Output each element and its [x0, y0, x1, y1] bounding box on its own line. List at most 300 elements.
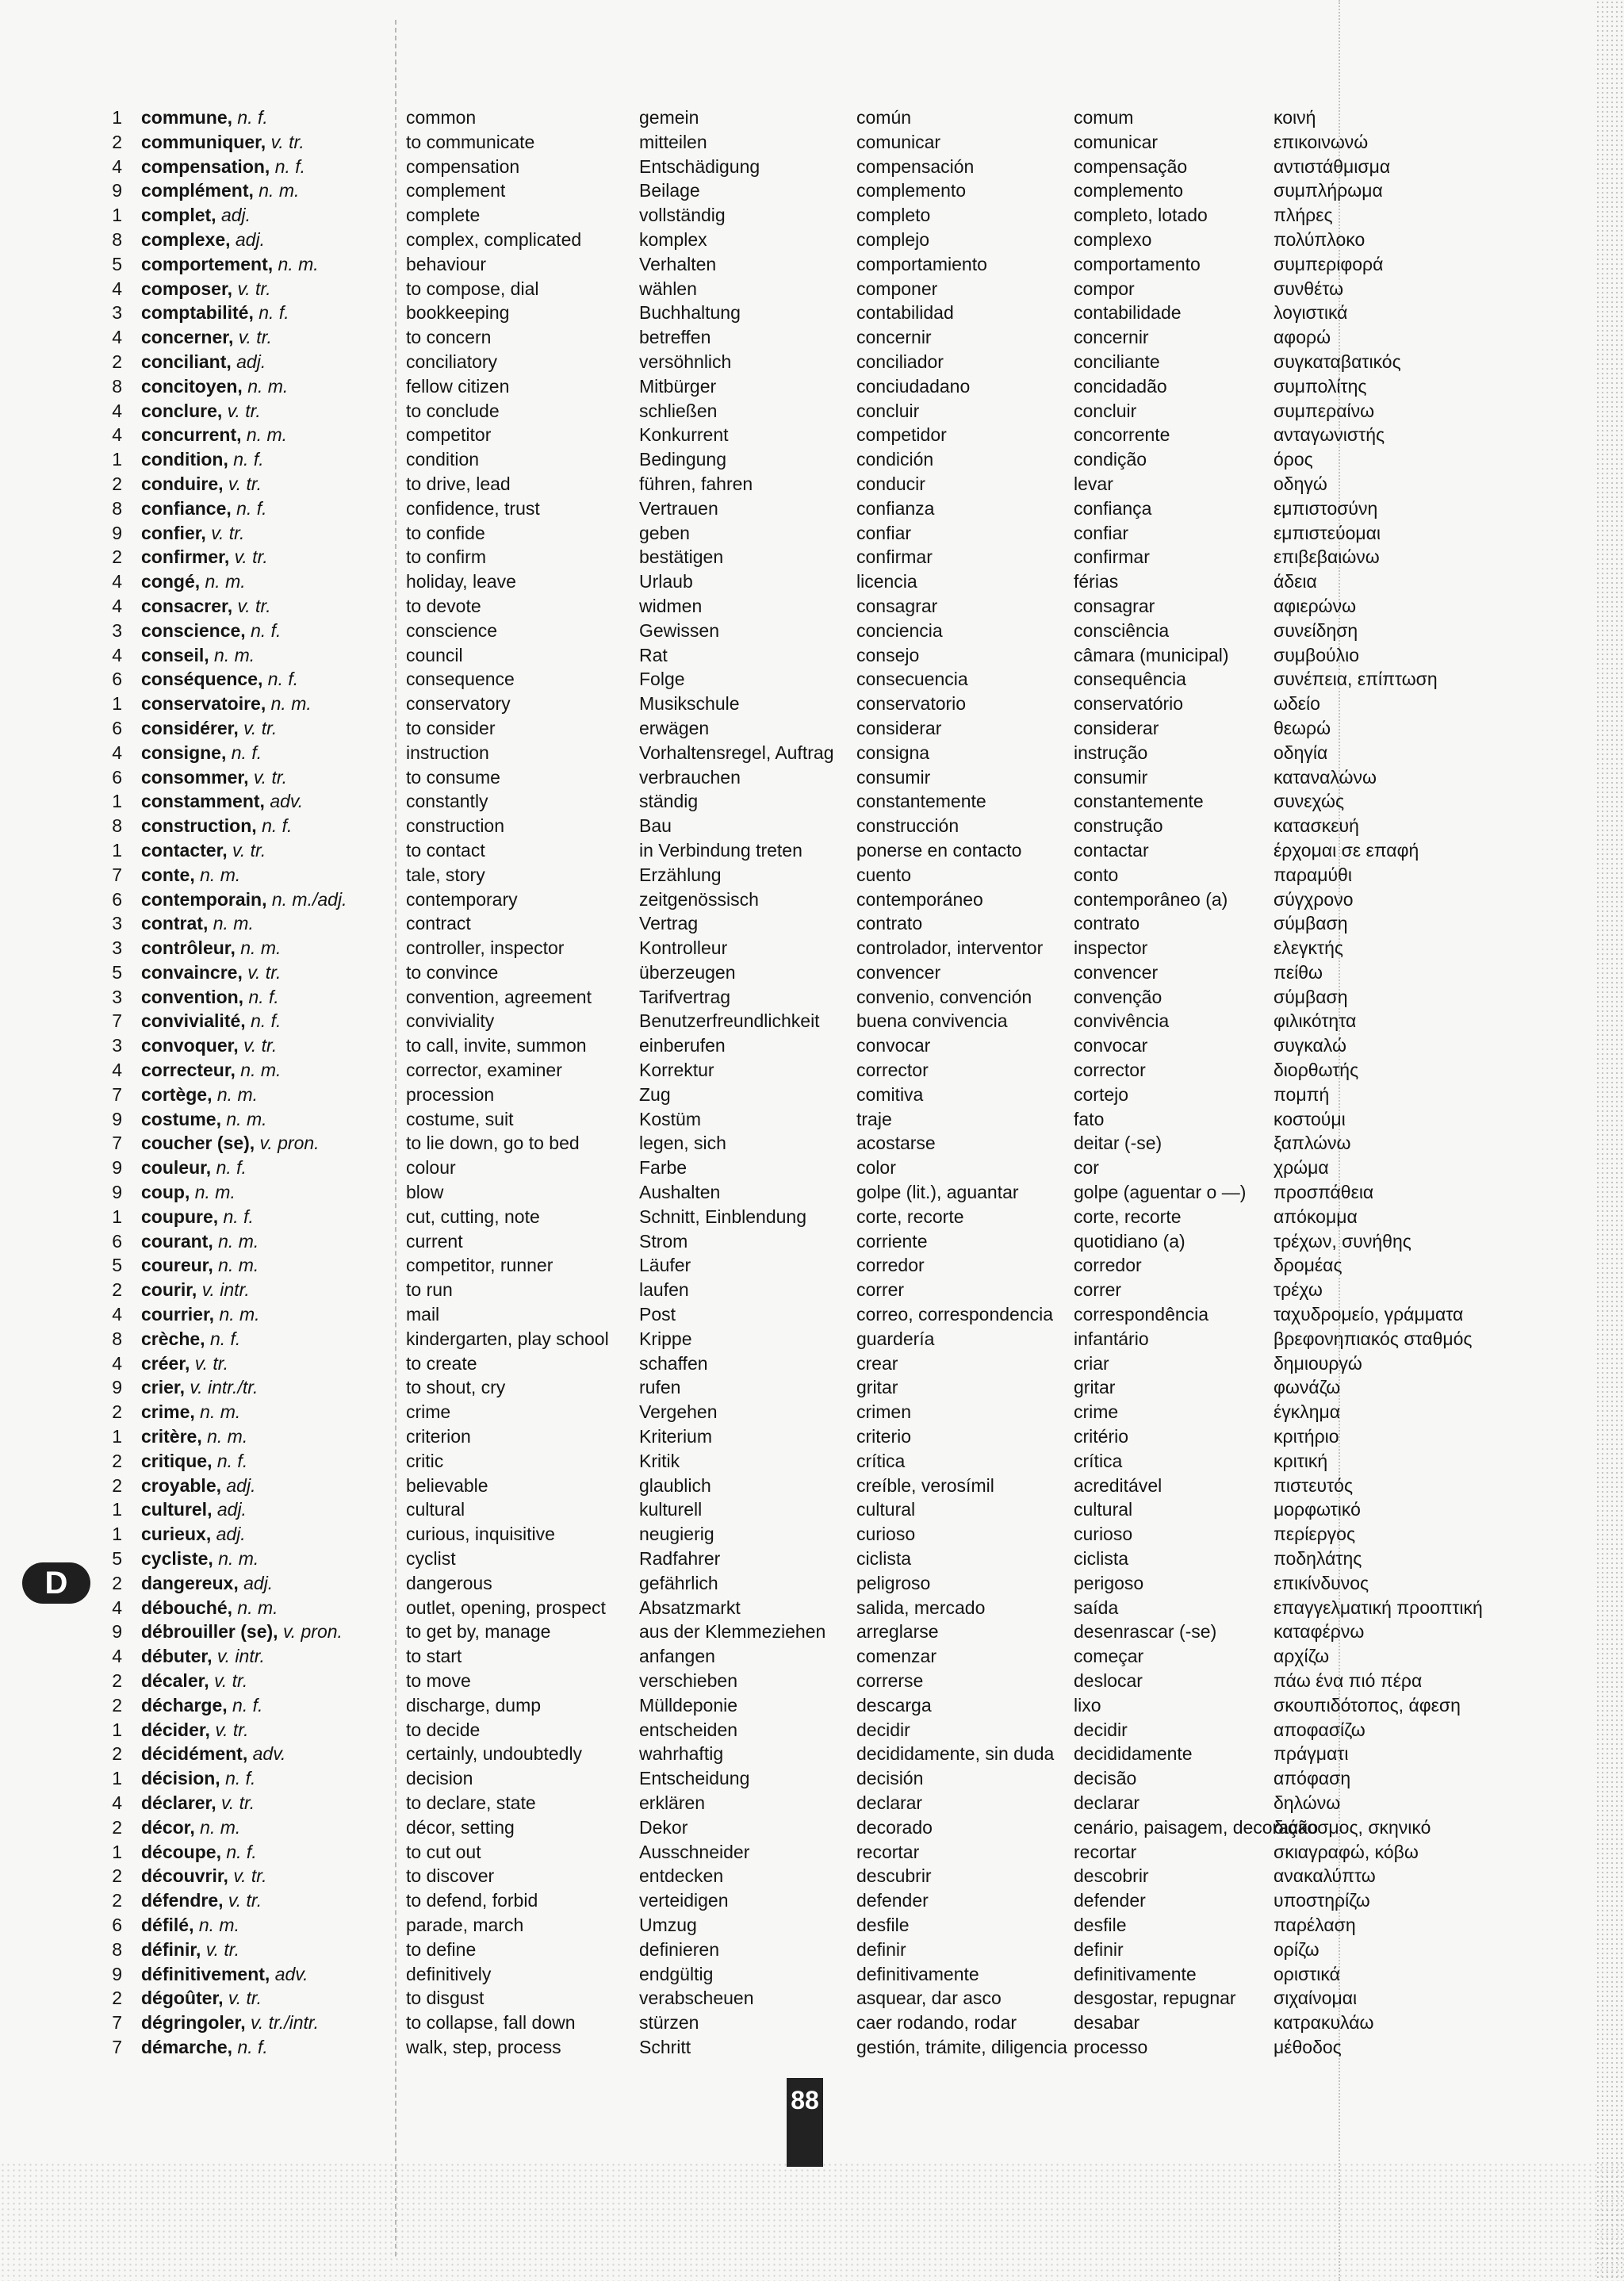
french-headword: [141, 178, 299, 203]
french-headword: [141, 1913, 239, 1938]
entry-frequency: 6: [112, 766, 122, 788]
entry-frequency: 1: [112, 1206, 122, 1227]
greek-translation: πείθω: [1274, 961, 1323, 983]
greek-translation: ορίζω: [1274, 1938, 1320, 1960]
headword-text: convention,: [141, 986, 244, 1007]
german-translation: Vergehen: [639, 1401, 718, 1423]
portuguese-translation: declarar: [1074, 1792, 1140, 1813]
german-translation: Korrektur: [639, 1060, 714, 1081]
headword-text: curieux,: [141, 1524, 212, 1545]
headword-text: défilé,: [141, 1914, 194, 1935]
french-headword: [141, 2035, 268, 2060]
french-headword: [141, 985, 279, 1010]
spanish-translation: decorado: [856, 1816, 933, 1838]
entry-frequency: 4: [112, 1792, 122, 1813]
spanish-translation: consagrar: [856, 595, 938, 616]
german-translation: vollständig: [639, 205, 726, 226]
grammar-tag: n. f.: [274, 155, 306, 177]
french-headword: [141, 716, 277, 741]
spanish-translation: declarar: [856, 1792, 923, 1813]
greek-translation: αποφασίζω: [1274, 1719, 1365, 1740]
french-headword: [141, 228, 265, 252]
english-translation: curious, inquisitive: [406, 1524, 555, 1545]
english-translation: contemporary: [406, 888, 518, 910]
grammar-tag: adv.: [270, 791, 304, 812]
greek-translation: απόκομμα: [1274, 1206, 1358, 1227]
table-row: [0, 1791, 1624, 1815]
greek-translation: σκουπιδότοπος, άφεση: [1274, 1694, 1461, 1716]
english-translation: consequence: [406, 669, 515, 690]
german-translation: Umzug: [639, 1914, 697, 1935]
english-translation: complex, complicated: [406, 228, 582, 250]
portuguese-translation: confirmar: [1074, 546, 1150, 568]
greek-translation: σύμβαση: [1274, 913, 1348, 934]
entry-frequency: 3: [112, 1035, 122, 1056]
spanish-translation: curioso: [856, 1524, 916, 1545]
portuguese-translation: critério: [1074, 1426, 1129, 1447]
grammar-tag: v. tr.: [233, 1865, 267, 1887]
english-translation: to drive, lead: [406, 473, 511, 494]
grammar-tag: v. intr./tr.: [190, 1377, 259, 1398]
portuguese-translation: crítica: [1074, 1450, 1123, 1471]
spanish-translation: guardería: [856, 1328, 935, 1349]
entry-frequency: 4: [112, 400, 122, 421]
entry-frequency: 8: [112, 1938, 122, 1960]
grammar-tag: v. pron.: [282, 1621, 343, 1643]
french-headword: [141, 545, 268, 569]
german-translation: Musikschule: [639, 693, 740, 715]
german-translation: neugierig: [639, 1524, 714, 1545]
headword-text: dégringoler,: [141, 2012, 246, 2034]
english-translation: dangerous: [406, 1572, 492, 1593]
portuguese-translation: câmara (municipal): [1074, 644, 1229, 665]
english-translation: to disgust: [406, 1988, 485, 2009]
spanish-translation: condición: [856, 449, 934, 470]
portuguese-translation: corte, recorte: [1074, 1206, 1182, 1227]
english-translation: to conclude: [406, 400, 500, 421]
greek-translation: οδηγώ: [1274, 473, 1327, 494]
french-headword: [141, 741, 262, 765]
french-headword: [141, 1596, 278, 1620]
portuguese-translation: decisão: [1074, 1768, 1137, 1789]
table-row: [0, 911, 1624, 936]
french-headword: [141, 1424, 247, 1449]
entry-frequency: 1: [112, 791, 122, 812]
portuguese-translation: corredor: [1074, 1255, 1142, 1276]
spanish-translation: golpe (lit.), aguantar: [856, 1182, 1019, 1203]
greek-translation: πομπή: [1274, 1083, 1330, 1105]
entry-frequency: 9: [112, 1963, 122, 1984]
portuguese-translation: levar: [1074, 473, 1113, 494]
french-headword: [141, 252, 319, 277]
grammar-tag: n. f.: [237, 2036, 268, 2057]
table-row: [0, 863, 1624, 887]
english-translation: to declare, state: [406, 1792, 536, 1813]
greek-translation: συνεχώς: [1274, 791, 1345, 812]
entry-frequency: 9: [112, 180, 122, 201]
portuguese-translation: desgostar, repugnar: [1074, 1988, 1236, 2009]
table-row: [0, 1888, 1624, 1913]
headword-text: condition,: [141, 449, 228, 470]
spanish-translation: crítica: [856, 1450, 906, 1471]
greek-translation: ανακαλύπτω: [1274, 1865, 1376, 1887]
german-translation: Schnitt, Einblendung: [639, 1206, 806, 1227]
table-row: [0, 1840, 1624, 1865]
portuguese-translation: confiança: [1074, 497, 1152, 519]
spanish-translation: comportamiento: [856, 253, 987, 274]
grammar-tag: n. f.: [248, 986, 279, 1007]
table-row: [0, 1156, 1624, 1180]
grammar-tag: n. m.: [200, 1401, 241, 1423]
entry-frequency: 1: [112, 1768, 122, 1789]
french-headword: [141, 301, 289, 325]
page-number: 88: [787, 2078, 823, 2167]
entry-frequency: 4: [112, 1304, 122, 1325]
table-row: [0, 1424, 1624, 1449]
spanish-translation: común: [856, 107, 912, 128]
entry-frequency: 4: [112, 595, 122, 616]
english-translation: cultural: [406, 1499, 465, 1520]
portuguese-translation: conciliante: [1074, 351, 1160, 372]
english-translation: to decide: [406, 1719, 481, 1740]
english-translation: fellow citizen: [406, 375, 510, 397]
table-row: [0, 838, 1624, 863]
spanish-translation: confirmar: [856, 546, 933, 568]
grammar-tag: adj.: [220, 205, 251, 226]
english-translation: to devote: [406, 595, 481, 616]
greek-translation: πράγματι: [1274, 1743, 1349, 1765]
greek-translation: συγκαλώ: [1274, 1035, 1346, 1056]
english-translation: current: [406, 1230, 463, 1252]
greek-translation: έγκλημα: [1274, 1401, 1341, 1423]
spanish-translation: creíble, verosímil: [856, 1474, 994, 1496]
spanish-translation: convocar: [856, 1035, 931, 1056]
french-headword: [141, 1205, 254, 1229]
grammar-tag: adj.: [216, 1499, 247, 1520]
grammar-tag: n. m.: [216, 1083, 258, 1105]
entry-frequency: 3: [112, 913, 122, 934]
german-translation: Ausschneider: [639, 1841, 750, 1862]
portuguese-translation: concorrente: [1074, 424, 1170, 446]
table-row: [0, 325, 1624, 350]
english-translation: complete: [406, 205, 481, 226]
english-translation: to cut out: [406, 1841, 481, 1862]
english-translation: corrector, examiner: [406, 1060, 562, 1081]
english-translation: competitor: [406, 424, 492, 446]
french-headword: [141, 765, 287, 790]
entry-frequency: 1: [112, 1499, 122, 1520]
french-headword: [141, 1840, 257, 1865]
portuguese-translation: confiar: [1074, 522, 1129, 543]
grammar-tag: v. tr./intr.: [251, 2012, 320, 2034]
greek-translation: έρχομαι σε επαφή: [1274, 839, 1419, 861]
headword-text: complément,: [141, 180, 254, 201]
german-translation: Bau: [639, 815, 672, 837]
greek-translation: οδηγία: [1274, 742, 1328, 763]
portuguese-translation: cortejo: [1074, 1083, 1129, 1105]
grammar-tag: v. pron.: [259, 1133, 320, 1154]
french-headword: [141, 130, 304, 155]
greek-translation: βρεφονηπιακός σταθμός: [1274, 1328, 1473, 1349]
french-headword: [141, 911, 254, 936]
headword-text: défendre,: [141, 1890, 224, 1911]
greek-translation: δρομέας: [1274, 1255, 1342, 1276]
portuguese-translation: cenário, paisagem, decoração: [1074, 1816, 1319, 1838]
greek-translation: συνθέτω: [1274, 278, 1344, 299]
table-row: [0, 423, 1624, 447]
entry-frequency: 2: [112, 1890, 122, 1911]
table-row: [0, 130, 1624, 155]
table-row: [0, 1375, 1624, 1400]
greek-translation: αρχίζω: [1274, 1646, 1330, 1667]
table-row: [0, 277, 1624, 301]
german-translation: Benutzerfreundlichkeit: [639, 1010, 820, 1032]
spanish-translation: comitiva: [856, 1083, 924, 1105]
spanish-translation: crear: [856, 1352, 898, 1374]
french-headword: [141, 1864, 267, 1888]
french-headword: [141, 643, 255, 668]
french-headword: [141, 789, 303, 814]
grammar-tag: v. tr.: [247, 961, 282, 983]
grammar-tag: n. f.: [209, 1328, 241, 1349]
table-row: [0, 1033, 1624, 1058]
grammar-tag: v. tr.: [238, 327, 272, 348]
table-row: [0, 1107, 1624, 1132]
greek-translation: αντιστάθμισμα: [1274, 155, 1391, 177]
german-translation: mitteilen: [639, 131, 707, 152]
grammar-tag: n. m.: [205, 571, 246, 592]
entry-frequency: 2: [112, 1988, 122, 2009]
table-row: [0, 1669, 1624, 1693]
german-translation: Rat: [639, 644, 668, 665]
english-translation: construction: [406, 815, 505, 837]
portuguese-translation: férias: [1074, 571, 1119, 592]
headword-text: composer,: [141, 278, 233, 299]
french-headword: [141, 1986, 262, 2011]
table-row: [0, 1180, 1624, 1205]
vocabulary-table: [0, 105, 1624, 2060]
grammar-tag: v. tr.: [237, 278, 271, 299]
spanish-translation: conservatorio: [856, 693, 967, 715]
headword-text: confirmer,: [141, 546, 230, 568]
portuguese-translation: convenção: [1074, 986, 1162, 1007]
headword-text: dangereux,: [141, 1572, 239, 1593]
french-headword: [141, 1669, 247, 1693]
portuguese-translation: constantemente: [1074, 791, 1204, 812]
english-translation: kindergarten, play school: [406, 1328, 609, 1349]
portuguese-translation: cultural: [1074, 1499, 1133, 1520]
table-row: [0, 741, 1624, 765]
greek-translation: επιβεβαιώνω: [1274, 546, 1380, 568]
french-headword: [141, 887, 347, 912]
french-headword: [141, 1693, 262, 1718]
french-headword: [141, 1497, 247, 1522]
german-translation: Strom: [639, 1230, 688, 1252]
french-headword: [141, 594, 271, 619]
english-translation: conscience: [406, 619, 498, 641]
spanish-translation: contrato: [856, 913, 923, 934]
german-translation: Vertrauen: [639, 497, 718, 519]
german-translation: schließen: [639, 400, 718, 421]
entry-frequency: 1: [112, 205, 122, 226]
spanish-translation: buena convivencia: [856, 1010, 1008, 1032]
portuguese-translation: considerar: [1074, 717, 1159, 738]
french-headword: [141, 1962, 308, 1987]
entry-frequency: 3: [112, 619, 122, 641]
greek-translation: κατασκευή: [1274, 815, 1359, 837]
table-row: [0, 1742, 1624, 1766]
headword-text: décaler,: [141, 1670, 209, 1691]
french-headword: [141, 1033, 277, 1058]
greek-translation: χρώμα: [1274, 1157, 1329, 1179]
portuguese-translation: conservatório: [1074, 693, 1184, 715]
portuguese-translation: instrução: [1074, 742, 1148, 763]
greek-translation: επικοινωνώ: [1274, 131, 1369, 152]
german-translation: entscheiden: [639, 1719, 738, 1740]
english-translation: council: [406, 644, 463, 665]
portuguese-translation: desfile: [1074, 1914, 1127, 1935]
headword-text: déclarer,: [141, 1792, 216, 1813]
grammar-tag: n. m.: [214, 644, 255, 665]
entry-frequency: 2: [112, 1670, 122, 1691]
french-headword: [141, 1571, 273, 1596]
table-row: [0, 2011, 1624, 2035]
german-translation: überzeugen: [639, 961, 736, 983]
spanish-translation: decididamente, sin duda: [856, 1743, 1055, 1765]
table-row: [0, 789, 1624, 814]
portuguese-translation: acreditável: [1074, 1474, 1162, 1496]
portuguese-translation: curioso: [1074, 1524, 1133, 1545]
english-translation: condition: [406, 449, 480, 470]
german-translation: Post: [639, 1304, 676, 1325]
headword-text: contrôleur,: [141, 937, 236, 959]
greek-translation: ξαπλώνω: [1274, 1133, 1351, 1154]
headword-text: communiquer,: [141, 131, 266, 152]
german-translation: Vertrag: [639, 913, 699, 934]
greek-translation: κοστούμι: [1274, 1108, 1346, 1129]
grammar-tag: n. m.: [213, 913, 254, 934]
greek-translation: όρος: [1274, 449, 1313, 470]
greek-translation: παραμύθι: [1274, 864, 1352, 885]
french-headword: [141, 1180, 236, 1205]
headword-text: courrier,: [141, 1304, 215, 1325]
grammar-tag: v. intr.: [201, 1279, 250, 1301]
headword-text: décidément,: [141, 1743, 248, 1765]
grammar-tag: adj.: [235, 228, 265, 250]
french-headword: [141, 1888, 262, 1913]
entry-frequency: 4: [112, 1352, 122, 1374]
spanish-translation: considerar: [856, 717, 942, 738]
portuguese-translation: correspondência: [1074, 1304, 1209, 1325]
grammar-tag: adj.: [226, 1474, 256, 1496]
english-translation: to collapse, fall down: [406, 2012, 576, 2034]
entry-frequency: 4: [112, 155, 122, 177]
table-row: [0, 1205, 1624, 1229]
greek-translation: ελεγκτής: [1274, 937, 1343, 959]
english-translation: to move: [406, 1670, 471, 1691]
german-translation: Mitbürger: [639, 375, 717, 397]
german-translation: versöhnlich: [639, 351, 732, 372]
greek-translation: συνείδηση: [1274, 619, 1358, 641]
greek-translation: άδεια: [1274, 571, 1317, 592]
headword-text: conclure,: [141, 400, 223, 421]
grammar-tag: adj.: [243, 1572, 274, 1593]
german-translation: legen, sich: [639, 1133, 726, 1154]
portuguese-translation: concluir: [1074, 400, 1137, 421]
french-headword: [141, 1522, 246, 1547]
german-translation: Folge: [639, 669, 685, 690]
entry-frequency: 3: [112, 302, 122, 324]
greek-translation: πλήρες: [1274, 205, 1333, 226]
spanish-translation: consigna: [856, 742, 930, 763]
grammar-tag: n. f.: [237, 107, 268, 128]
entry-frequency: 4: [112, 571, 122, 592]
headword-text: contemporain,: [141, 888, 267, 910]
german-translation: Buchhaltung: [639, 302, 741, 324]
table-row: [0, 496, 1624, 521]
spanish-translation: controlador, interventor: [856, 937, 1044, 959]
table-row: [0, 301, 1624, 325]
greek-translation: συμπολίτης: [1274, 375, 1367, 397]
german-translation: Vorhaltensregel, Auftrag: [639, 742, 834, 763]
french-headword: [141, 1009, 281, 1033]
entry-frequency: 1: [112, 839, 122, 861]
portuguese-translation: definitivamente: [1074, 1963, 1197, 1984]
english-translation: constantly: [406, 791, 488, 812]
entry-frequency: 2: [112, 1474, 122, 1496]
headword-text: coup,: [141, 1182, 190, 1203]
grammar-tag: n. m.: [207, 1426, 248, 1447]
greek-translation: σιχαίνομαι: [1274, 1988, 1358, 2009]
spanish-translation: correo, correspondencia: [856, 1304, 1054, 1325]
french-headword: [141, 1766, 255, 1791]
entry-frequency: 8: [112, 375, 122, 397]
german-translation: bestätigen: [639, 546, 724, 568]
spanish-translation: completo: [856, 205, 931, 226]
grammar-tag: n. m./adj.: [271, 888, 347, 910]
entry-frequency: 7: [112, 1133, 122, 1154]
portuguese-translation: comum: [1074, 107, 1134, 128]
headword-text: consommer,: [141, 766, 249, 788]
portuguese-translation: contabilidade: [1074, 302, 1182, 324]
headword-text: culturel,: [141, 1499, 213, 1520]
table-row: [0, 1009, 1624, 1033]
german-translation: wahrhaftig: [639, 1743, 724, 1765]
headword-text: convaincre,: [141, 961, 243, 983]
portuguese-translation: recortar: [1074, 1841, 1137, 1862]
english-translation: complement: [406, 180, 506, 201]
french-headword: [141, 1815, 240, 1840]
portuguese-translation: comunicar: [1074, 131, 1159, 152]
grammar-tag: n. m.: [278, 253, 319, 274]
headword-text: coureur,: [141, 1255, 213, 1276]
greek-translation: συμπεριφορά: [1274, 253, 1384, 274]
greek-translation: διάκοσμος, σκηνικό: [1274, 1816, 1431, 1838]
headword-text: consigne,: [141, 742, 227, 763]
german-translation: Aushalten: [639, 1182, 721, 1203]
grammar-tag: n. m.: [218, 1255, 259, 1276]
headword-text: conduire,: [141, 473, 224, 494]
spanish-translation: desfile: [856, 1914, 910, 1935]
portuguese-translation: defender: [1074, 1890, 1146, 1911]
german-translation: erwägen: [639, 717, 710, 738]
table-row: [0, 1474, 1624, 1498]
english-translation: to call, invite, summon: [406, 1035, 587, 1056]
headword-text: décor,: [141, 1816, 195, 1838]
german-translation: Erzählung: [639, 864, 722, 885]
table-row: [0, 1693, 1624, 1718]
portuguese-translation: processo: [1074, 2036, 1148, 2057]
